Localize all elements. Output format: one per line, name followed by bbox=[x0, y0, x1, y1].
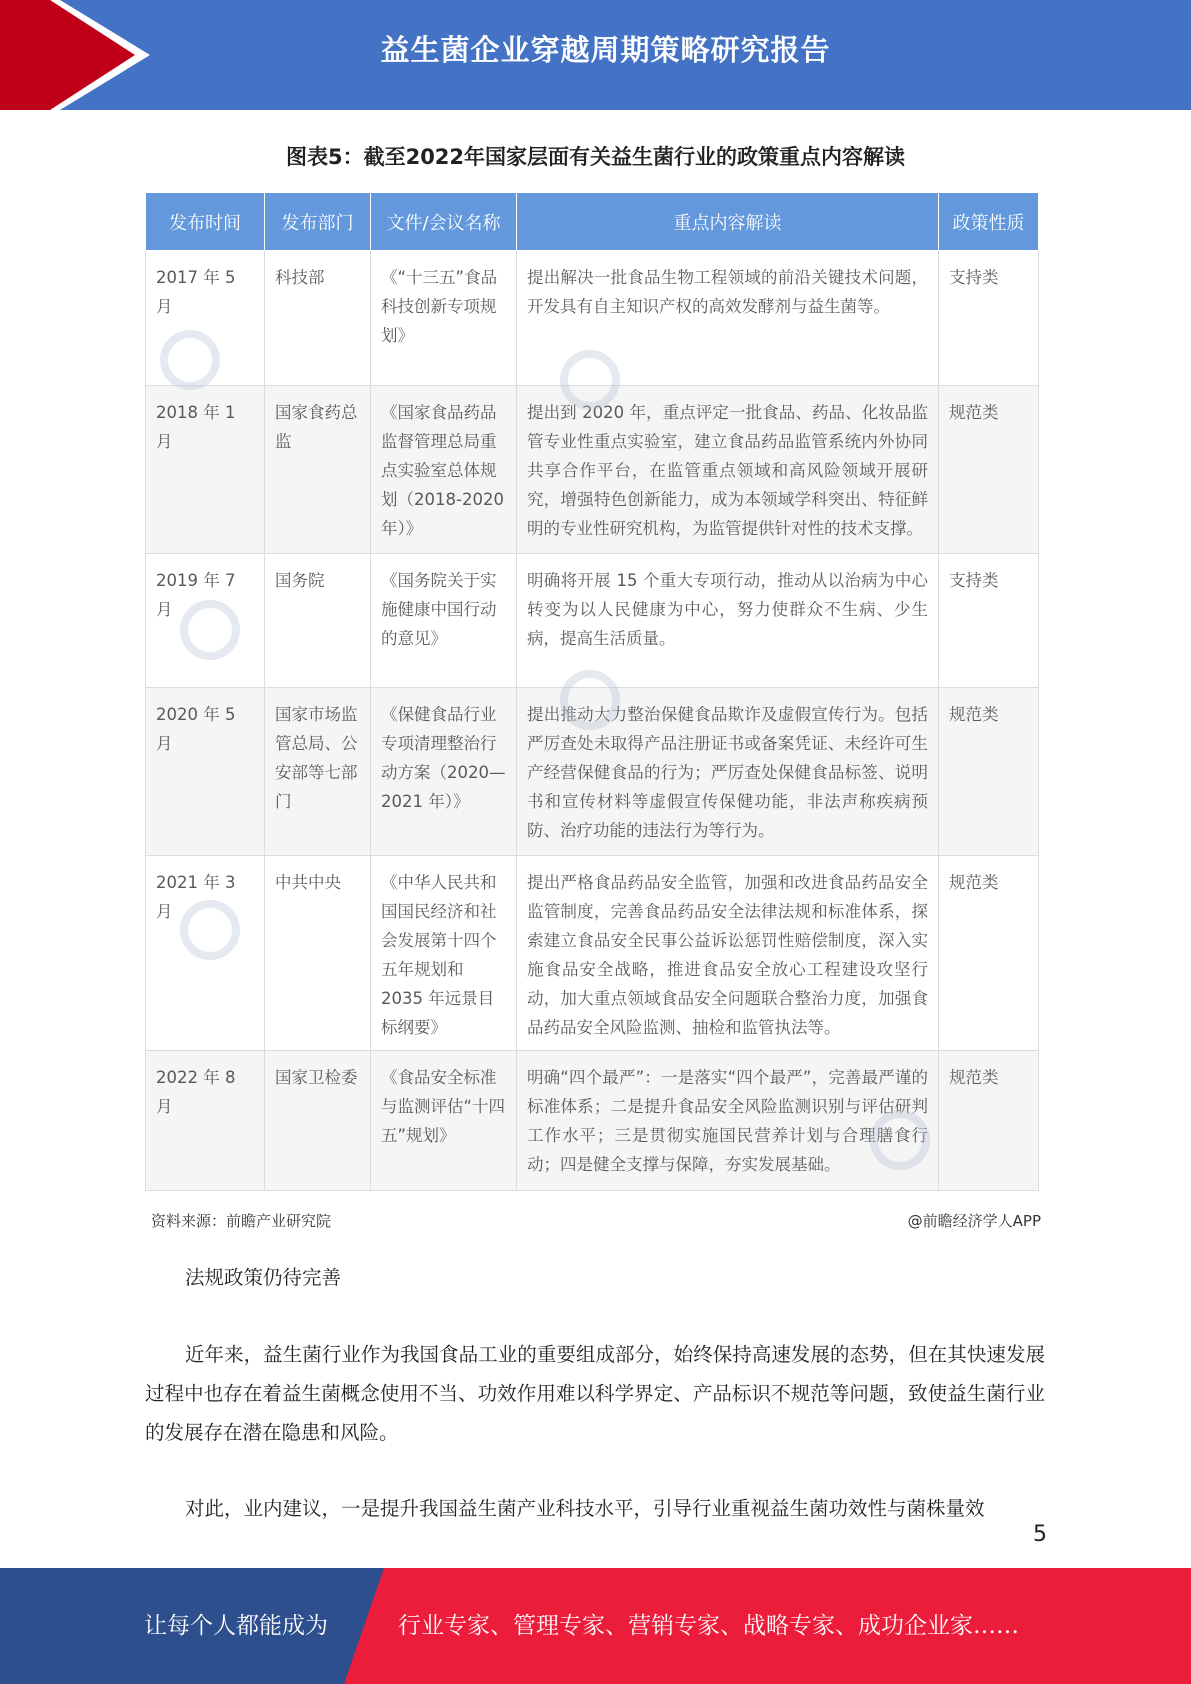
body-paragraph: 对此，业内建议，一是提升我国益生菌产业科技水平，引导行业重视益生菌功效性与菌株量效 bbox=[185, 1497, 985, 1520]
cell-type: 规范类 bbox=[939, 386, 1039, 554]
cell-dept: 中共中央 bbox=[265, 856, 371, 1051]
body-paragraph: 近年来，益生菌行业作为我国食品工业的重要组成部分，始终保持高速发展的态势，但在其快速发展过程中也存在着益生菌概念使用不当、功效作用难以科学界定、产品标识不规范等问题，致使益生菌行业的发展存在潜在隐患和风险。 bbox=[145, 1343, 1045, 1444]
watermark-logo-icon bbox=[180, 900, 240, 960]
cell-doc: 《保健食品行业专项清理整治行动方案（2020—2021 年）》 bbox=[371, 688, 517, 856]
watermark-logo-icon bbox=[180, 600, 240, 660]
header-type: 政策性质 bbox=[939, 193, 1039, 251]
cell-dept: 国务院 bbox=[265, 554, 371, 688]
watermark-logo-icon bbox=[870, 1110, 930, 1170]
source-attribution: @前瞻经济学人APP bbox=[907, 1212, 1041, 1230]
cell-date: 2019 年 7 月 bbox=[146, 554, 265, 688]
header-content: 重点内容解读 bbox=[517, 193, 939, 251]
cell-doc: 《“十三五”食品科技创新专项规划》 bbox=[371, 251, 517, 386]
cell-doc: 《食品安全标准与监测评估“十四五”规划》 bbox=[371, 1051, 517, 1191]
header-dept: 发布部门 bbox=[265, 193, 371, 251]
cell-content: 提出到 2020 年，重点评定一批食品、药品、化妆品监管专业性重点实验室，建立食品药品监管系统内外协同共享合作平台，在监管重点领域和高风险领域开展研究，增强特色创新能力，成为本领域学科突出、特征鲜明的专业性研究机构，为监管提供针对性的技术支撑。 bbox=[517, 386, 939, 554]
cell-type: 规范类 bbox=[939, 688, 1039, 856]
cell-type: 规范类 bbox=[939, 1051, 1039, 1191]
cell-date: 2017 年 5 月 bbox=[146, 251, 265, 386]
cell-date: 2018 年 1 月 bbox=[146, 386, 265, 554]
figure-title: 图表5：截至2022年国家层面有关益生菌行业的政策重点内容解读 bbox=[285, 145, 906, 169]
cell-type: 支持类 bbox=[939, 554, 1039, 688]
footer-slogan-left: 让每个人都能成为 bbox=[144, 1613, 328, 1639]
cell-doc: 《国家食品药品监督管理总局重点实验室总体规划（2018-2020 年）》 bbox=[371, 386, 517, 554]
cell-date: 2022 年 8 月 bbox=[146, 1051, 265, 1191]
table-row bbox=[146, 386, 1039, 554]
cell-dept: 国家卫检委 bbox=[265, 1051, 371, 1191]
cell-dept: 国家食药总监 bbox=[265, 386, 371, 554]
page-number: 5 bbox=[1033, 1522, 1047, 1547]
watermark-logo-icon bbox=[560, 350, 620, 410]
cell-doc: 《国务院关于实施健康中国行动的意见》 bbox=[371, 554, 517, 688]
section-subheading: 法规政策仍待完善 bbox=[185, 1266, 342, 1289]
footer-slogan-right: 行业专家、管理专家、营销专家、战略专家、成功企业家…… bbox=[398, 1613, 1019, 1639]
cell-type: 支持类 bbox=[939, 251, 1039, 386]
cell-dept: 科技部 bbox=[265, 251, 371, 386]
cell-doc: 《中华人民共和国国民经济和社会发展第十四个五年规划和 2035 年远景目标纲要》 bbox=[371, 856, 517, 1051]
source-note: 资料来源：前瞻产业研究院 bbox=[151, 1212, 332, 1230]
header-doc: 文件/会议名称 bbox=[371, 193, 517, 251]
watermark-logo-icon bbox=[160, 330, 220, 390]
cell-dept: 国家市场监管总局、公安部等七部门 bbox=[265, 688, 371, 856]
table-header-row bbox=[146, 193, 1039, 251]
cell-content: 明确“四个最严”：一是落实“四个最严”，完善最严谨的标准体系；二是提升食品安全风险监测识别与评估研判工作水平；三是贯彻实施国民营养计划与合理膳食行动；四是健全支撑与保障，夯实发展基础。 bbox=[517, 1051, 939, 1191]
page-header bbox=[0, 0, 1191, 110]
report-title: 益生菌企业穿越周期策略研究报告 bbox=[380, 33, 831, 67]
cell-content: 明确将开展 15 个重大专项行动，推动从以治病为中心转变为以人民健康为中心，努力使群众不生病、少生病，提高生活质量。 bbox=[517, 554, 939, 688]
watermark-logo-icon bbox=[560, 670, 620, 730]
page-footer bbox=[0, 1568, 1191, 1684]
cell-date: 2021 年 3 月 bbox=[146, 856, 265, 1051]
table-row bbox=[146, 856, 1039, 1051]
table-row bbox=[146, 554, 1039, 688]
cell-content: 提出解决一批食品生物工程领域的前沿关键技术问题，开发具有自主知识产权的高效发酵剂与益生菌等。 bbox=[517, 251, 939, 386]
header-date: 发布时间 bbox=[146, 193, 265, 251]
cell-type: 规范类 bbox=[939, 856, 1039, 1051]
cell-content: 提出推动大力整治保健食品欺诈及虚假宣传行为。包括严厉查处未取得产品注册证书或备案凭证、未经许可生产经营保健食品的行为；严厉查处保健食品标签、说明书和宣传材料等虚假宣传保健功能，非法声称疾病预防、治疗功能的违法行为等行为。 bbox=[517, 688, 939, 856]
cell-date: 2020 年 5 月 bbox=[146, 688, 265, 856]
cell-content: 提出严格食品药品安全监管，加强和改进食品药品安全监管制度，完善食品药品安全法律法规和标准体系，探索建立食品安全民事公益诉讼惩罚性赔偿制度，深入实施食品安全战略，推进食品安全放心工程建设攻坚行动，加大重点领域食品安全问题联合整治力度，加强食品药品安全风险监测、抽检和监管执法等。 bbox=[517, 856, 939, 1051]
